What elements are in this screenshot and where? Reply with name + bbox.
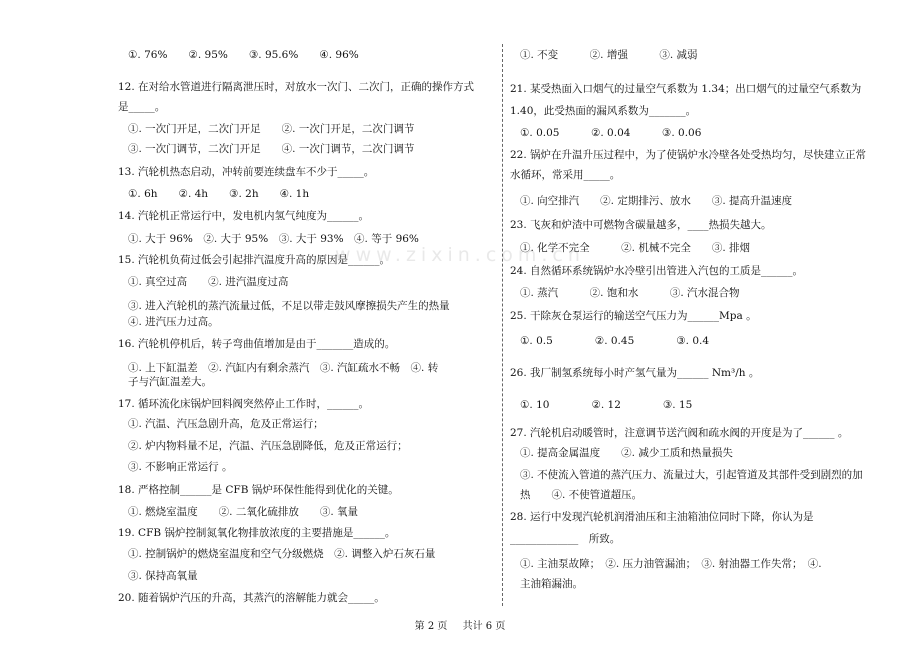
option-line: ①. 10 ②. 12 ③. 15 bbox=[520, 399, 693, 411]
question-line: 17. 循环流化床锅炉回料阀突然停止工作时，______。 bbox=[118, 398, 370, 410]
option-line: 热 ④. 不使管道超压。 bbox=[520, 489, 643, 501]
question-line: 1.40，此受热面的漏风系数为_______。 bbox=[510, 105, 697, 117]
option-line: ①. 76% ②. 95% ③. 95.6% ④. 96% bbox=[128, 49, 359, 61]
option-line: ②. 炉内物料量不足，汽温、汽压急剧降低，危及正常运行； bbox=[128, 440, 408, 452]
column-divider bbox=[502, 44, 503, 606]
page-number: 第 2 页 bbox=[414, 621, 448, 632]
question-line: 12. 在对给水管道进行隔离泄压时，对放水一次门、二次门，正确的操作方式 bbox=[118, 81, 475, 93]
option-line: ①. 0.5 ②. 0.45 ③. 0.4 bbox=[520, 335, 710, 347]
question-line: 23. 飞灰和炉渣中可燃物含碳量越多，____热损失越大。 bbox=[510, 219, 772, 231]
option-line: ①. 大于 96% ②. 大于 95% ③. 大于 93% ④. 等于 96% bbox=[128, 233, 419, 245]
question-line: _____________ 所致。 bbox=[510, 533, 621, 545]
option-line: ①. 化学不完全 ②. 机械不完全 ③. 排烟 bbox=[520, 242, 751, 254]
question-line: 22. 锅炉在升温升压过程中，为了使锅炉水冷壁各处受热均匀，尽快建立正常 bbox=[510, 149, 867, 161]
option-line: ③. 进入汽轮机的蒸汽流量过低，不足以带走鼓风摩擦损失产生的热量 bbox=[128, 300, 450, 312]
question-line: 26. 我厂制氢系统每小时产氢气量为______ Nm³/h 。 bbox=[510, 367, 760, 379]
question-line: 27. 汽轮机启动暖管时，注意调节送汽阀和疏水阀的开度是为了______ 。 bbox=[510, 427, 849, 439]
option-line: ①. 蒸汽 ②. 饱和水 ③. 汽水混合物 bbox=[520, 287, 740, 299]
option-line: 子与汽缸温差大。 bbox=[128, 376, 212, 388]
option-line: ③. 不影响正常运行 。 bbox=[128, 461, 233, 473]
option-line: ①. 控制锅炉的燃烧室温度和空气分级燃烧 ②. 调整入炉石灰石量 bbox=[128, 548, 436, 560]
option-line: ③. 保持高氧量 bbox=[128, 570, 198, 582]
question-line: 15. 汽轮机负荷过低会引起排汽温度升高的原因是______。 bbox=[118, 254, 391, 266]
option-line: ③. 不使流入管道的蒸汽压力、流量过大，引起管道及其部件受到剧烈的加 bbox=[520, 469, 863, 481]
option-line: ①. 燃烧室温度 ②. 二氧化硫排放 ③. 氧量 bbox=[128, 506, 359, 518]
option-line: ①. 真空过高 ②. 进汽温度过高 bbox=[128, 276, 289, 288]
question-line: 是_____。 bbox=[118, 101, 166, 113]
option-line: ①. 0.05 ②. 0.04 ③. 0.06 bbox=[520, 127, 702, 139]
option-line: ①. 不变 ②. 增强 ③. 减弱 bbox=[520, 49, 698, 61]
option-line: ①. 一次门开足，二次门开足 ②. 一次门开足，二次门调节 bbox=[128, 123, 415, 135]
option-line: ①. 提高金属温度 ②. 减少工质和热量损失 bbox=[520, 447, 733, 459]
question-line: 20. 随着锅炉汽压的升高，其蒸汽的溶解能力就会_____。 bbox=[118, 592, 385, 604]
question-line: 18. 严格控制______是 CFB 锅炉环保性能得到优化的关键。 bbox=[118, 484, 399, 496]
page-total: 共计 6 页 bbox=[462, 621, 506, 632]
question-line: 14. 汽轮机正常运行中，发电机内氢气纯度为______。 bbox=[118, 210, 370, 222]
question-line: 25. 干除灰仓泵运行的输送空气压力为______Mpa 。 bbox=[510, 310, 757, 322]
option-line: ③. 一次门调节，二次门开足 ④. 一次门调节，二次门调节 bbox=[128, 143, 415, 155]
watermark: www.zixin.com.cn bbox=[335, 244, 585, 266]
question-line: 19. CFB 锅炉控制氮氧化物排放浓度的主要措施是______。 bbox=[118, 527, 396, 539]
option-line: 主油箱漏油。 bbox=[520, 578, 583, 590]
option-line: ①. 上下缸温差 ②. 汽缸内有剩余蒸汽 ③. 汽缸疏水不畅 ④. 转 bbox=[128, 362, 439, 374]
option-line: ①. 向空排汽 ②. 定期排污、放水 ③. 提高升温速度 bbox=[520, 195, 793, 207]
question-line: 水循环，常采用_____。 bbox=[510, 169, 621, 181]
question-line: 13. 汽轮机热态启动，冲转前要连续盘车不少于_____。 bbox=[118, 166, 375, 178]
question-line: 28. 运行中发现汽轮机润滑油压和主油箱油位同时下降，你认为是 bbox=[510, 511, 814, 523]
question-line: 21. 某受热面入口烟气的过量空气系数为 1.34；出口烟气的过量空气系数为 bbox=[510, 83, 862, 95]
option-line: ①. 主油泵故障； ②. 压力油管漏油； ③. 射油器工作失常； ④. bbox=[520, 558, 822, 570]
question-line: 16. 汽轮机停机后，转子弯曲值增加是由于_______造成的。 bbox=[118, 338, 396, 350]
page-footer bbox=[0, 620, 920, 634]
option-line: ①. 汽温、汽压急剧升高，危及正常运行； bbox=[128, 418, 324, 430]
option-line: ④. 进汽压力过高。 bbox=[128, 316, 219, 328]
question-line: 24. 自然循环系统锅炉水冷壁引出管进入汽包的工质是______。 bbox=[510, 265, 804, 277]
option-line: ①. 6h ②. 4h ③. 2h ④. 1h bbox=[128, 188, 310, 200]
